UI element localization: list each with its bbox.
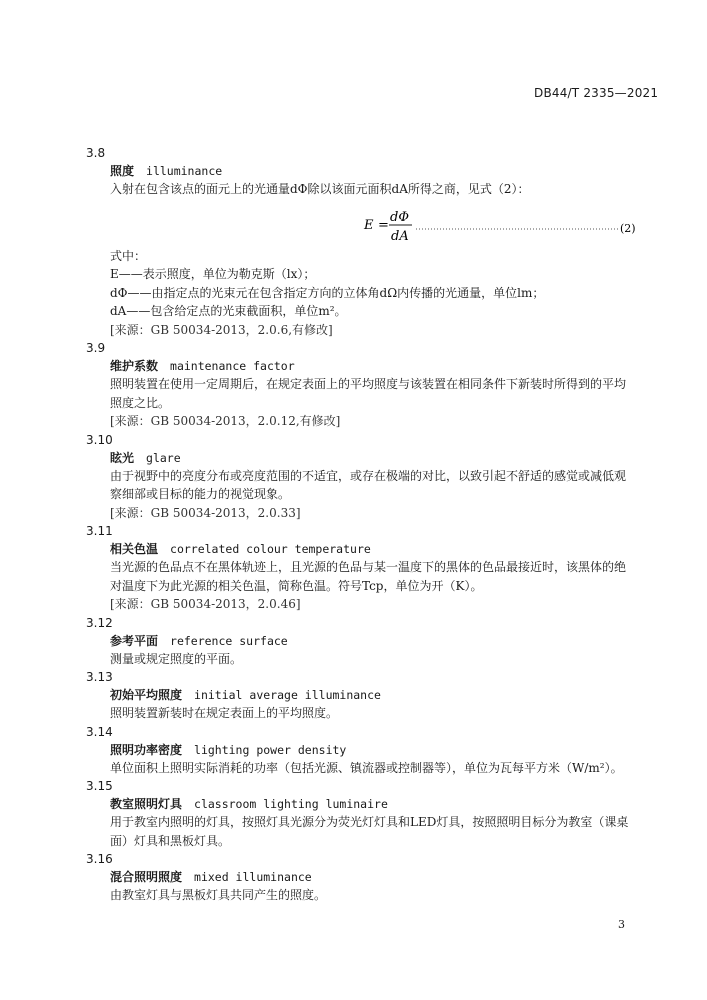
definition-line: 面）灯具和黑板灯具。 — [110, 833, 231, 848]
definition-line: 测量或规定照度的平面。 — [110, 651, 243, 666]
document-code: DB44/T 2335—2021 — [534, 86, 659, 100]
term-heading — [110, 686, 646, 704]
term-heading — [110, 449, 646, 467]
formula-graphic — [110, 199, 670, 247]
term-heading — [110, 741, 646, 759]
term-chinese: 照度 — [110, 164, 135, 178]
variable-item: E——表示照度，单位为勒克斯（lx）； — [110, 267, 316, 281]
term-definition — [110, 375, 646, 412]
term-definition — [110, 886, 646, 905]
term-chinese: 教室照明灯具 — [110, 797, 183, 811]
section-number: 3.14 — [86, 724, 113, 739]
section-number: 3.12 — [86, 615, 113, 630]
term-heading — [110, 868, 646, 886]
definition-line: 照明装置新装时在规定表面上的平均照度。 — [110, 706, 339, 720]
definition-line: 单位面积上照明实际消耗的功率（包括光源、镇流器或控制器等），单位为瓦每平方米（W/m²）。 — [110, 760, 623, 775]
definition-text: 入射在包含该点的面元上的光通量dΦ除以该面元面积dA所得之商，见式（2）： — [110, 182, 530, 196]
term-heading — [110, 632, 646, 650]
term-chinese: 初始平均照度 — [110, 688, 183, 702]
formula-lhs: E — [364, 217, 374, 233]
term-chinese: 参考平面 — [110, 633, 159, 648]
definition-line: 察细部或目标的能力的视觉现象。 — [110, 487, 291, 501]
term-english: lighting power density — [194, 742, 347, 757]
section-number: 3.11 — [86, 524, 113, 538]
source-note: [来源：GB 50034-2013，2.0.12,有修改] — [110, 414, 341, 428]
term-definition — [110, 180, 646, 199]
source-note: [来源：GB 50034-2013，2.0.6,有修改] — [110, 322, 333, 337]
term-heading — [110, 357, 646, 375]
formula-label: (2) — [620, 221, 636, 235]
term-chinese: 相关色温 — [110, 542, 159, 556]
term-english: maintenance factor — [170, 359, 295, 373]
variable-item: dΦ——由指定点的光束元在包含指定方向的立体角dΩ内传播的光通量，单位lm； — [110, 285, 545, 300]
definition-line: 由于视野中的亮度分布或亮度范围的不适宜，或存在极端的对比，以致引起不舒适的感觉或减低观 — [110, 468, 627, 483]
section-number: 3.15 — [86, 779, 113, 793]
formula-2 — [110, 199, 646, 247]
term-chinese: 混合照明照度 — [110, 870, 183, 884]
term-english: glare — [146, 450, 181, 465]
term-english: reference surface — [170, 633, 288, 648]
term-heading — [110, 540, 646, 558]
where-label: 式中： — [110, 248, 147, 263]
section-number: 3.8 — [86, 146, 106, 160]
formula-numerator: dΦ — [390, 209, 409, 225]
term-chinese: 眩光 — [110, 450, 135, 465]
term-english: classroom lighting luminaire — [194, 797, 388, 811]
term-definition — [110, 467, 646, 504]
source-note: [来源：GB 50034-2013，2.0.33] — [110, 505, 301, 520]
term-chinese: 照明功率密度 — [110, 742, 183, 757]
term-definition — [110, 759, 646, 778]
term-english: correlated colour temperature — [170, 542, 371, 556]
section-number: 3.13 — [86, 670, 113, 684]
definition-line: 当光源的色品点不在黑体轨迹上，且光源的色品与某一温度下的黑体的色品最接近时，该黑体的绝 — [110, 560, 627, 574]
section-number: 3.9 — [86, 341, 106, 355]
term-definition — [110, 558, 646, 595]
definition-line: 由教室灯具与黑板灯具共同产生的照度。 — [110, 888, 327, 902]
definition-line: 照度之比。 — [110, 395, 171, 410]
term-english: illuminance — [146, 164, 223, 178]
definition-line: 用于教室内照明的灯具，按照灯具光源分为荧光灯灯具和LED灯具，按照照明目标分为教室（课桌 — [110, 815, 629, 829]
formula-denominator: dA — [391, 228, 409, 244]
page-number: 3 — [618, 918, 625, 931]
term-heading — [110, 795, 646, 813]
definition-line: 对温度下为此光源的相关色温，简称色温。符号Tcp，单位为开（K）。 — [110, 578, 483, 593]
section-number: 3.16 — [86, 852, 113, 866]
definition-line: 照明装置在使用一定周期后，在规定表面上的平均照度与该装置在相同条件下新装时所得到的平均 — [110, 377, 627, 391]
term-definition — [110, 704, 646, 723]
variable-item: dA——包含给定点的光束截面积，单位m²。 — [110, 304, 347, 318]
where-block — [110, 247, 646, 321]
term-heading — [110, 162, 646, 180]
term-definition — [110, 650, 646, 669]
term-chinese: 维护系数 — [110, 359, 159, 373]
source-note: [来源：GB 50034-2013，2.0.46] — [110, 597, 301, 611]
formula-equals: = — [378, 217, 389, 233]
term-english: initial average illuminance — [194, 688, 381, 702]
term-english: mixed illuminance — [194, 870, 312, 884]
term-definition — [110, 813, 646, 850]
terms-content — [86, 144, 646, 905]
section-number: 3.10 — [86, 432, 113, 447]
